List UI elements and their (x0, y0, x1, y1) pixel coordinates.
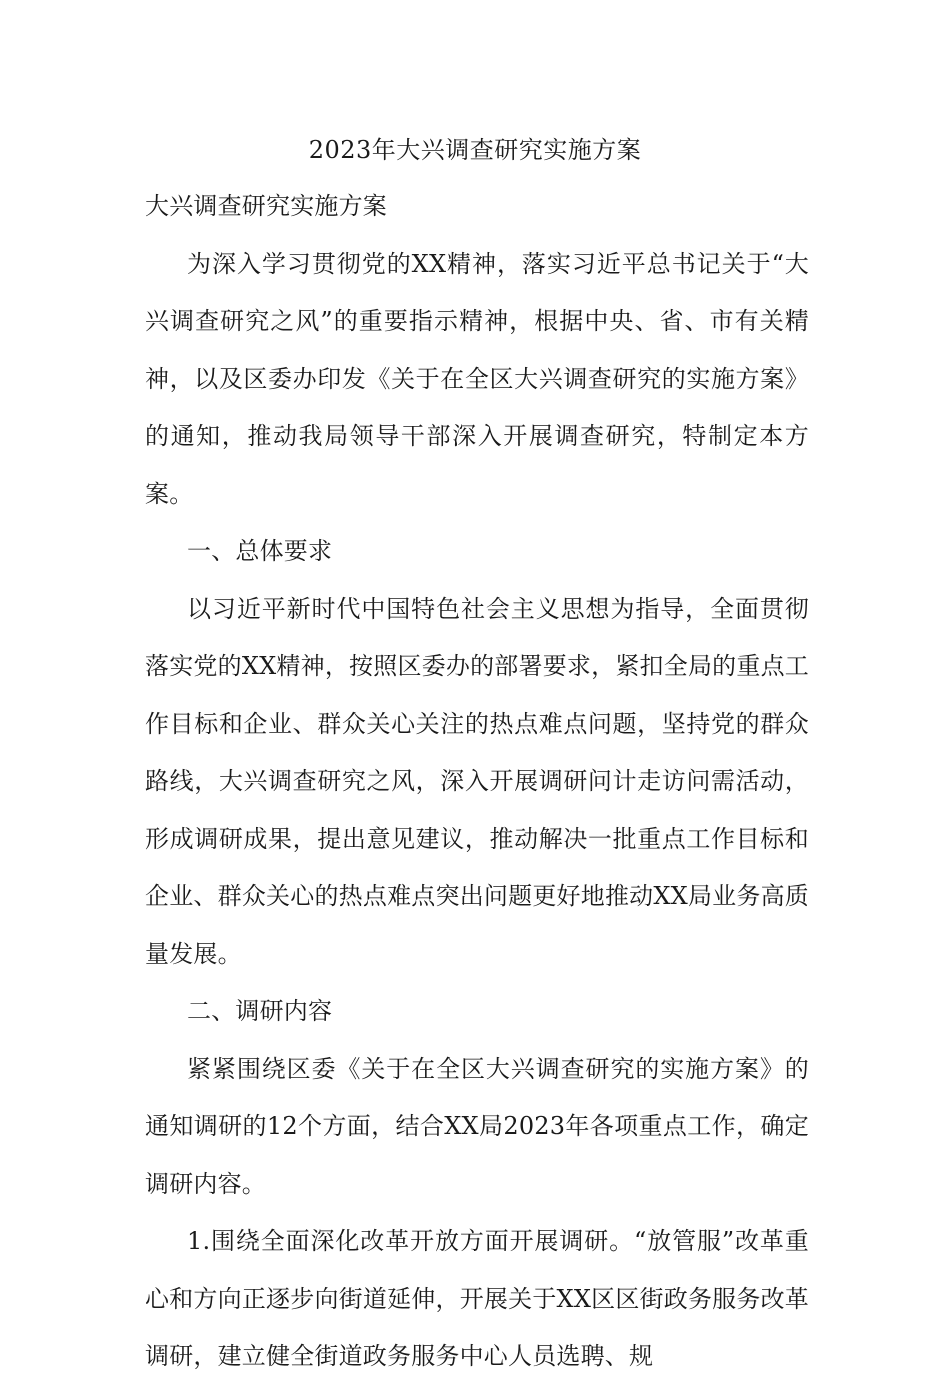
paragraph-research-content: 紧紧围绕区委《关于在全区大兴调查研究的实施方案》的通知调研的12个方面，结合XX局2023年各项重点工作，确定调研内容。 (145, 1054, 809, 1198)
document-body (145, 178, 809, 1386)
document-subtitle: 大兴调查研究实施方案 (145, 192, 387, 220)
section-heading-research-content: 二、调研内容 (187, 997, 333, 1025)
document-title: 2023年大兴调查研究实施方案 (308, 136, 642, 164)
paragraph-intro: 为深入学习贯彻党的XX精神，落实习近平总书记关于“大兴调查研究之风”的重要指示精神，根据中央、省、市有关精神，以及区委办印发《关于在全区大兴调查研究的实施方案》的通知，推动我局领导干部深入开展调查研究，特制定本方案。 (145, 249, 809, 508)
section-heading-general-requirements: 一、总体要求 (187, 537, 333, 565)
paragraph-item-1: 1.围绕全面深化改革开放方面开展调研。“放管服”改革重心和方向正逐步向街道延伸，开展关于XX区区街政务服务改革调研，建立健全街道政务服务中心人员选聘、规 (145, 1227, 809, 1370)
paragraph-general-requirements: 以习近平新时代中国特色社会主义思想为指导，全面贯彻落实党的XX精神，按照区委办的部署要求，紧扣全局的重点工作目标和企业、群众关心关注的热点难点问题，坚持党的群众路线，大兴调查研究之风，深入开展调研问计走访问需活动，形成调研成果，提出意见建议，推动解决一批重点工作目标和企业、群众关心的热点难点突出问题更好地推动XX局业务高质量发展。 (145, 594, 809, 968)
